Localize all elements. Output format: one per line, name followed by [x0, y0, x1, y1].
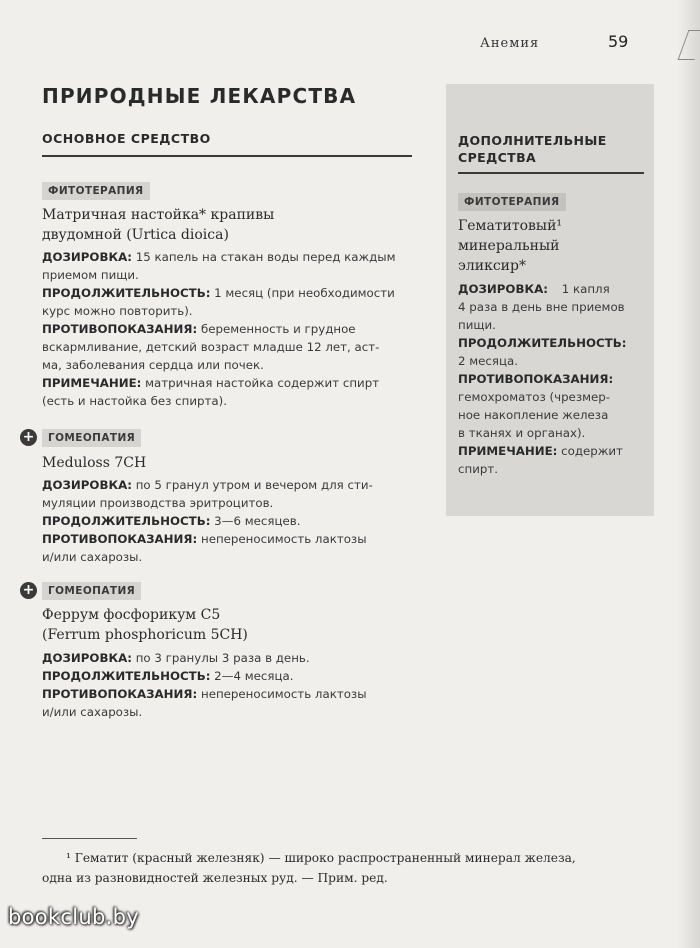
- detail-line: [42, 667, 422, 685]
- field-text: и/или сахарозы.: [42, 550, 143, 564]
- running-head: Анемия: [480, 36, 540, 51]
- field-text: по 3 гранулы 3 раза в день.: [135, 651, 310, 665]
- remedy-details: [42, 248, 422, 410]
- remedy-details: [42, 476, 422, 566]
- remedy-tag-phytotherapy: ФИТОТЕРАПИЯ: [42, 182, 150, 200]
- remedy-name-line: эликсир*: [458, 258, 526, 274]
- remedy-name-line: Meduloss 7CH: [42, 455, 147, 471]
- footnote-rule: [42, 838, 137, 839]
- detail-line: [42, 374, 422, 392]
- field-label: ДОЗИРОВКА:: [42, 651, 132, 665]
- field-label: ПРОДОЛЖИТЕЛЬНОСТЬ:: [42, 286, 211, 300]
- detail-line: [458, 316, 648, 334]
- field-text: приемом пищи.: [42, 268, 139, 282]
- detail-line: [42, 392, 422, 410]
- remedy-name-line: Матричная настойка* крапивы: [42, 207, 275, 223]
- field-text: 15 капель на стакан воды перед каждым: [135, 250, 396, 264]
- field-text: беременность и грудное: [200, 322, 356, 336]
- detail-line: [42, 302, 422, 320]
- detail-line: [42, 649, 422, 667]
- field-label: ДОЗИРОВКА:: [42, 250, 132, 264]
- detail-line: [458, 388, 648, 406]
- subhead-rule: [42, 155, 412, 157]
- field-text: в тканях и органах).: [458, 426, 586, 440]
- remedy-name: [42, 453, 146, 473]
- field-text: 2 месяца.: [458, 354, 519, 368]
- field-text: 1 капля: [561, 282, 610, 296]
- field-text: 4 раза в день вне приемов: [458, 300, 625, 314]
- remedy-name-line: Гематитовый¹: [458, 218, 563, 234]
- detail-line: [458, 442, 648, 460]
- field-text: пищи.: [458, 318, 496, 332]
- field-text: вскармливание, детский возраст младше 12 лет, аст-: [42, 340, 380, 354]
- field-text: курс можно повторить).: [42, 304, 193, 318]
- detail-line: [42, 356, 422, 374]
- sidebar-details: [458, 280, 648, 478]
- field-label: ПРИМЕЧАНИЕ:: [42, 376, 142, 390]
- remedy-details: [42, 649, 422, 721]
- footnote-line: ¹ Гематит (красный железняк) — широко распространенный минерал железа,: [66, 851, 576, 865]
- remedy-tag-homeopathy: ГОМЕОПАТИЯ: [42, 582, 141, 600]
- footnote: [42, 848, 672, 888]
- field-text: и/или сахарозы.: [42, 705, 143, 719]
- field-text: 2—4 месяца.: [214, 669, 294, 683]
- field-text: содержит: [561, 444, 623, 458]
- detail-line: [42, 266, 422, 284]
- sidebar-subhead-rule: [458, 172, 644, 174]
- field-text: ма, заболевания сердца или почек.: [42, 358, 264, 372]
- detail-line: [42, 320, 422, 338]
- page-title: ПРИРОДНЫЕ ЛЕКАРСТВА: [42, 84, 357, 108]
- field-text: 1 месяц (при необходимости: [214, 286, 395, 300]
- field-label: ДОЗИРОВКА:: [458, 282, 548, 296]
- field-text: матричная настойка содержит спирт: [145, 376, 380, 390]
- field-text: (есть и настойка без спирта).: [42, 394, 227, 408]
- remedy-name: [42, 205, 274, 245]
- detail-line: [42, 530, 422, 548]
- plus-icon: +: [20, 582, 37, 599]
- page-edge-shadow: [678, 0, 700, 948]
- detail-line: [458, 334, 648, 352]
- field-label: ПРОТИВОПОКАЗАНИЯ:: [42, 322, 198, 336]
- detail-line: [42, 512, 422, 530]
- remedy-name: [42, 605, 248, 645]
- field-label: ПРОТИВОПОКАЗАНИЯ:: [42, 532, 198, 546]
- sidebar-subhead-line: ДОПОЛНИТЕЛЬНЫЕ: [458, 133, 607, 148]
- plus-icon: +: [20, 429, 37, 446]
- detail-line: [458, 280, 648, 298]
- field-text: муляции производства эритроцитов.: [42, 496, 274, 510]
- field-label: ДОЗИРОВКА:: [42, 478, 132, 492]
- sidebar-tag-phytotherapy: ФИТОТЕРАПИЯ: [458, 193, 566, 211]
- detail-line: [458, 352, 648, 370]
- detail-line: [42, 703, 422, 721]
- remedy-name-line: двудомной (Urtica dioica): [42, 227, 229, 243]
- field-label: ПРИМЕЧАНИЕ:: [458, 444, 558, 458]
- watermark-logo: bookclub.by: [8, 905, 139, 929]
- field-text: гемохроматоз (чрезмер-: [458, 390, 610, 404]
- field-text: 3—6 месяцев.: [214, 514, 301, 528]
- detail-line: [42, 685, 422, 703]
- field-label: ПРОДОЛЖИТЕЛЬНОСТЬ:: [458, 336, 627, 350]
- field-label: ПРОДОЛЖИТЕЛЬНОСТЬ:: [42, 669, 211, 683]
- field-text: непереносимость лактозы: [200, 687, 367, 701]
- detail-line: [458, 460, 648, 478]
- field-text: по 5 гранул утром и вечером для сти-: [135, 478, 373, 492]
- field-label: ПРОТИВОПОКАЗАНИЯ:: [42, 687, 198, 701]
- sidebar-subhead-line: СРЕДСТВА: [458, 150, 537, 165]
- field-label: ПРОДОЛЖИТЕЛЬНОСТЬ:: [42, 514, 211, 528]
- sidebar-remedy-name: [458, 216, 562, 276]
- detail-line: [42, 548, 422, 566]
- footnote-line: одна из разновидностей железных руд. — Прим. ред.: [42, 871, 388, 885]
- detail-line: [42, 248, 422, 266]
- detail-line: [42, 476, 422, 494]
- field-text: спирт.: [458, 462, 498, 476]
- page-number: 59: [608, 32, 629, 51]
- remedy-tag-homeopathy: ГОМЕОПАТИЯ: [42, 429, 141, 447]
- remedy-name-line: минеральный: [458, 238, 560, 254]
- remedy-name-line: (Ferrum phosphoricum 5CH): [42, 627, 248, 643]
- detail-line: [42, 338, 422, 356]
- field-text: непереносимость лактозы: [200, 532, 367, 546]
- detail-line: [458, 424, 648, 442]
- detail-line: [42, 494, 422, 512]
- field-label: ПРОТИВОПОКАЗАНИЯ:: [458, 372, 614, 386]
- remedy-name-line: Феррум фосфорикум С5: [42, 607, 221, 623]
- sidebar-subhead: [458, 132, 607, 166]
- detail-line: [458, 298, 648, 316]
- detail-line: [458, 370, 648, 388]
- detail-line: [42, 284, 422, 302]
- field-text: ное накопление железа: [458, 408, 609, 422]
- detail-line: [458, 406, 648, 424]
- main-subhead: ОСНОВНОЕ СРЕДСТВО: [42, 131, 211, 146]
